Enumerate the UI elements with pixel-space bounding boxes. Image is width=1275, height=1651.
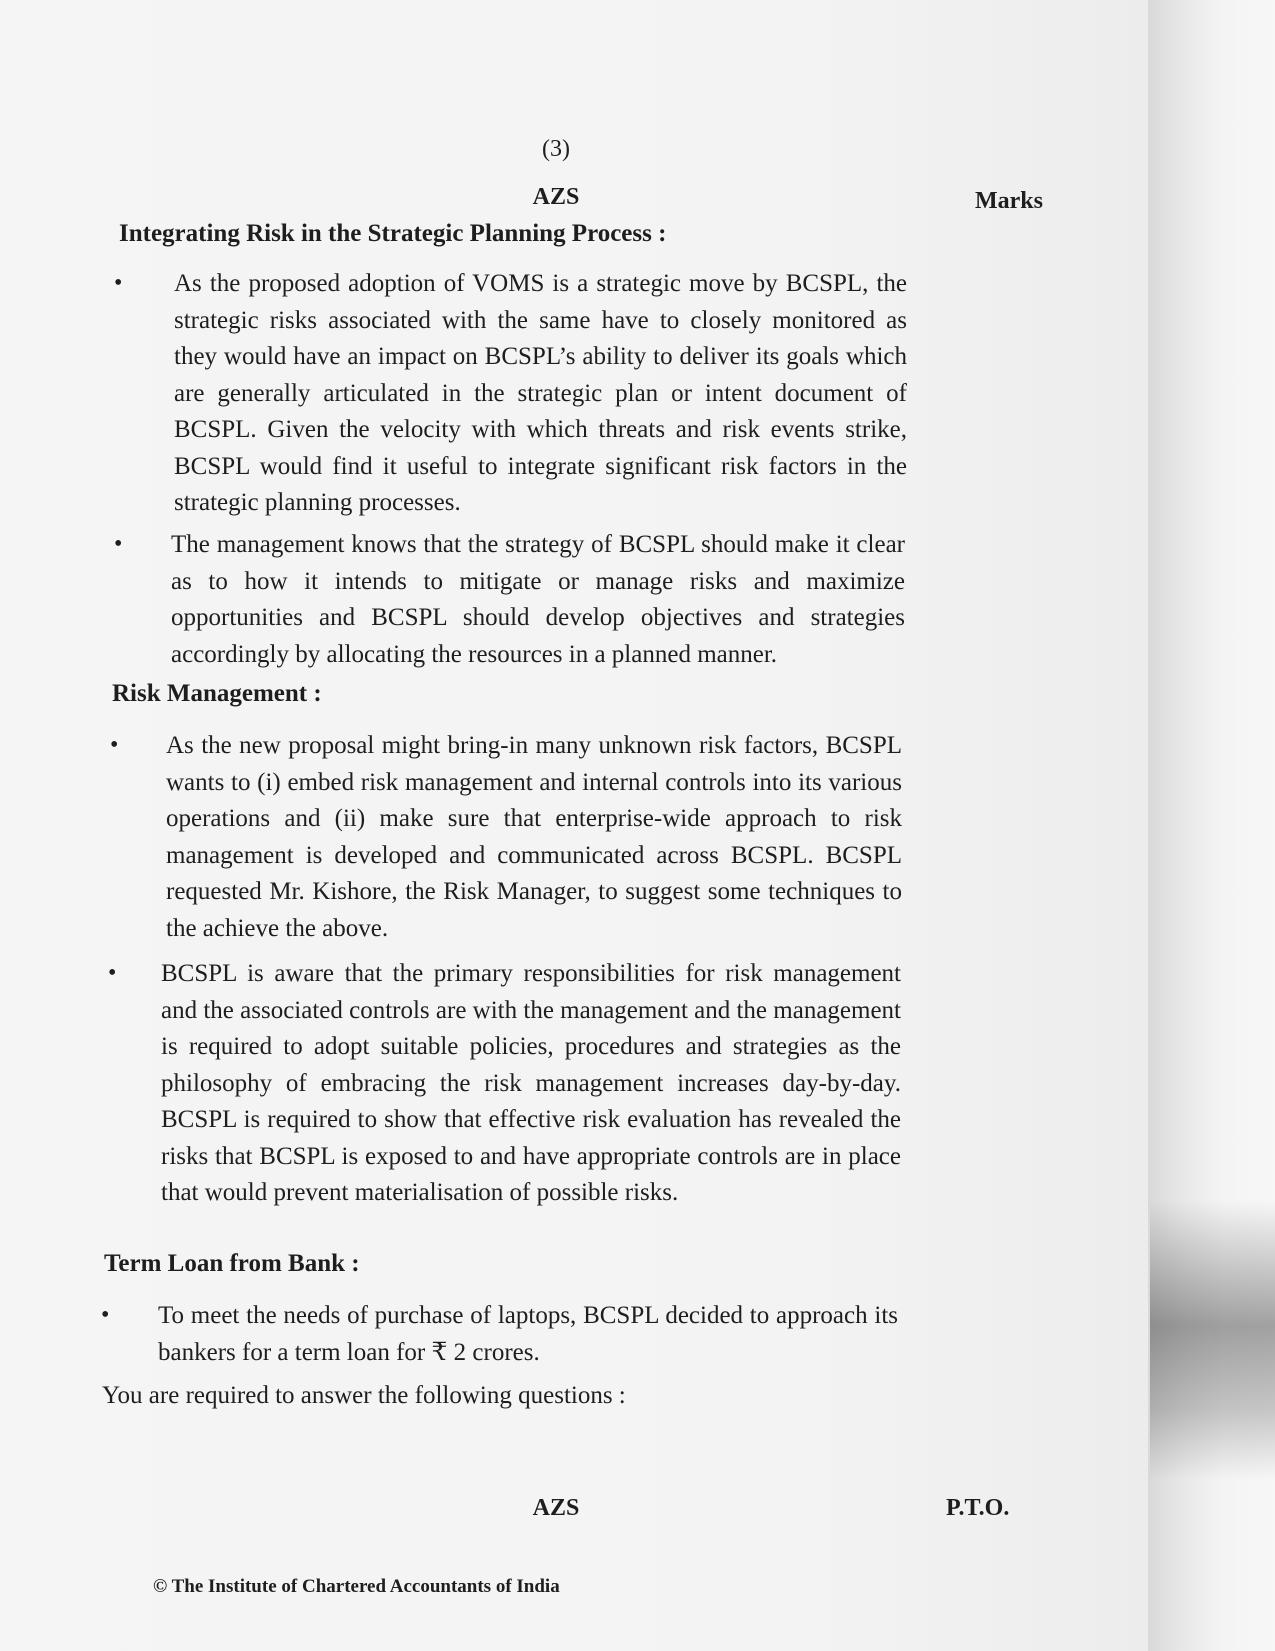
bullet-icon: • [101,1302,110,1328]
paragraph-term-loan: To meet the needs of purchase of laptops, BCSPL decided to approach its bankers for a term loan for ₹ 2 crores. [158,1302,898,1366]
closing-instruction: You are required to answer the following questions : [102,1382,626,1409]
paragraph-management-strategy: The management knows that the strategy of BCSPL should make it clear as to how it intends to mitigate or manage risks and maximize opportunities and BCSPL should develop objectives and strategies accordingly by allocating the resources in a planned manner. [171,531,905,668]
copyright-notice: © The Institute of Chartered Accountants of India [153,1576,560,1597]
paper-code-top: AZS [532,184,580,210]
bullet-icon: • [110,732,119,758]
marks-label: Marks [975,188,1043,214]
paragraph-primary-responsibilities: BCSPL is aware that the primary responsibilities for risk management and the associated controls are with the management and the management is required to adopt suitable policies, procedures and strategies as the philosophy of embracing the risk management increases day-by-day. BCSPL is required to show that effective risk evaluation has revealed the risks that BCSPL is exposed to and have appropriate controls are in place that would prevent materialisation of possible risks. [161,960,902,1206]
section-heading-risk-management: Risk Management : [112,680,322,707]
pto-label: P.T.O. [946,1495,1010,1521]
paragraph-new-proposal-risk: As the new proposal might bring-in many unknown risk factors, BCSPL wants to (i) embed risk management and internal controls into its various operations and (ii) make sure that enterprise-wide approach to risk management is developed and communicated across BCSPL. BCSPL requested Mr. Kishore, the Risk Manager, to suggest some techniques to the achieve the above. [166,732,902,942]
bullet-icon: • [114,270,123,296]
section-heading-term-loan: Term Loan from Bank : [104,1250,360,1277]
page-edge-shadow [1150,1200,1275,1480]
bullet-icon: • [108,960,117,986]
bullet-icon: • [114,531,123,557]
paper-code-bottom: AZS [532,1495,580,1521]
page-number: (3) [542,136,570,162]
section-heading-strategic-planning: Integrating Risk in the Strategic Planning Process : [119,220,667,247]
paragraph-voms-strategic-move: As the proposed adoption of VOMS is a strategic move by BCSPL, the strategic risks associated with the same have to closely monitored as they would have an impact on BCSPL’s ability to deliver its goals which are generally articulated in the strategic plan or intent document of BCSPL. Given the velocity with which threats and risk events strike, BCSPL would find it useful to integrate significant risk factors in the strategic planning processes. [174,270,907,516]
